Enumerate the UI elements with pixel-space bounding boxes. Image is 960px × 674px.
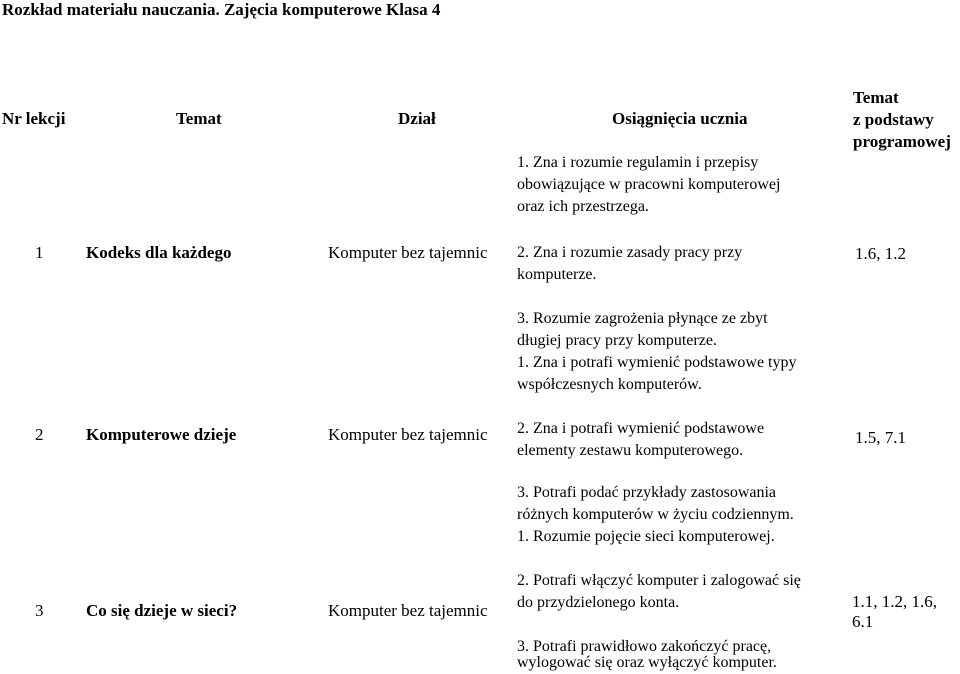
row-2-achievement-1-line-2: współczesnych komputerów. xyxy=(517,376,702,393)
row-2-achievement-2-line-2: elementy zestawu komputerowego. xyxy=(517,442,744,459)
row-3-achievement-3-line-1: 3. Potrafi prawidłowo zakończyć pracę, xyxy=(517,638,772,655)
row-3-achievement-2-line-1: 2. Potrafi włączyć komputer i zalogować się xyxy=(517,572,801,589)
header-temat: Temat xyxy=(176,109,222,128)
row-3-achievement-1-line-1: 1. Rozumie pojęcie sieci komputerowej. xyxy=(517,528,775,545)
row-3-achievement-3-line-2: wylogować się oraz wyłączyć komputer. xyxy=(517,654,777,671)
row-3-podstawa-line-1: 1.1, 1.2, 1.6, xyxy=(852,592,937,611)
row-2-achievement-3-line-1: 3. Potrafi podać przykłady zastosowania xyxy=(517,484,777,501)
row-1-achievement-3-line-1: 3. Rozumie zagrożenia płynące ze zbyt xyxy=(517,310,768,327)
row-1-achievement-3-line-2: długiej pracy przy komputerze. xyxy=(517,332,717,349)
document-title: Rozkład materiału nauczania. Zajęcia komputerowe Klasa 4 xyxy=(2,0,441,19)
header-osiagniecia: Osiągnięcia ucznia xyxy=(612,109,748,128)
row-2-temat: Komputerowe dzieje xyxy=(86,425,237,444)
row-1-temat: Kodeks dla każdego xyxy=(86,243,232,262)
row-1-podstawa: 1.6, 1.2 xyxy=(855,244,906,263)
header-nr-lekcji: Nr lekcji xyxy=(2,109,66,128)
row-2-dzial: Komputer bez tajemnic xyxy=(328,425,488,444)
row-3-podstawa-line-2: 6.1 xyxy=(852,612,874,631)
row-2-achievement-2-line-1: 2. Zna i potrafi wymienić podstawowe xyxy=(517,420,765,437)
row-1-achievement-2-line-1: 2. Zna i rozumie zasady pracy przy xyxy=(517,244,743,261)
row-3-nr: 3 xyxy=(35,601,44,620)
row-3-temat: Co się dzieje w sieci? xyxy=(86,601,238,620)
header-podstawa-line1: Temat xyxy=(853,88,899,107)
header-podstawa-line2: z podstawy xyxy=(853,110,934,129)
row-1-nr: 1 xyxy=(35,243,44,262)
row-1-achievement-1-line-3: oraz ich przestrzega. xyxy=(517,198,649,215)
row-2-podstawa: 1.5, 7.1 xyxy=(855,428,906,447)
row-1-achievement-1-line-2: obowiązujące w pracowni komputerowej xyxy=(517,176,781,193)
header-dzial: Dział xyxy=(398,109,436,128)
row-1-dzial: Komputer bez tajemnic xyxy=(328,243,488,262)
row-1-achievement-1-line-1: 1. Zna i rozumie regulamin i przepisy xyxy=(517,154,759,171)
row-3-achievement-2-line-2: do przydzielonego konta. xyxy=(517,594,680,611)
row-2-nr: 2 xyxy=(35,425,44,444)
row-2-achievement-1-line-1: 1. Zna i potrafi wymienić podstawowe typy xyxy=(517,354,797,371)
row-1-achievement-2-line-2: komputerze. xyxy=(517,266,597,283)
row-2-achievement-3-line-2: różnych komputerów w życiu codziennym. xyxy=(517,506,794,523)
header-podstawa-line3: programowej xyxy=(853,132,951,151)
row-3-dzial: Komputer bez tajemnic xyxy=(328,601,488,620)
